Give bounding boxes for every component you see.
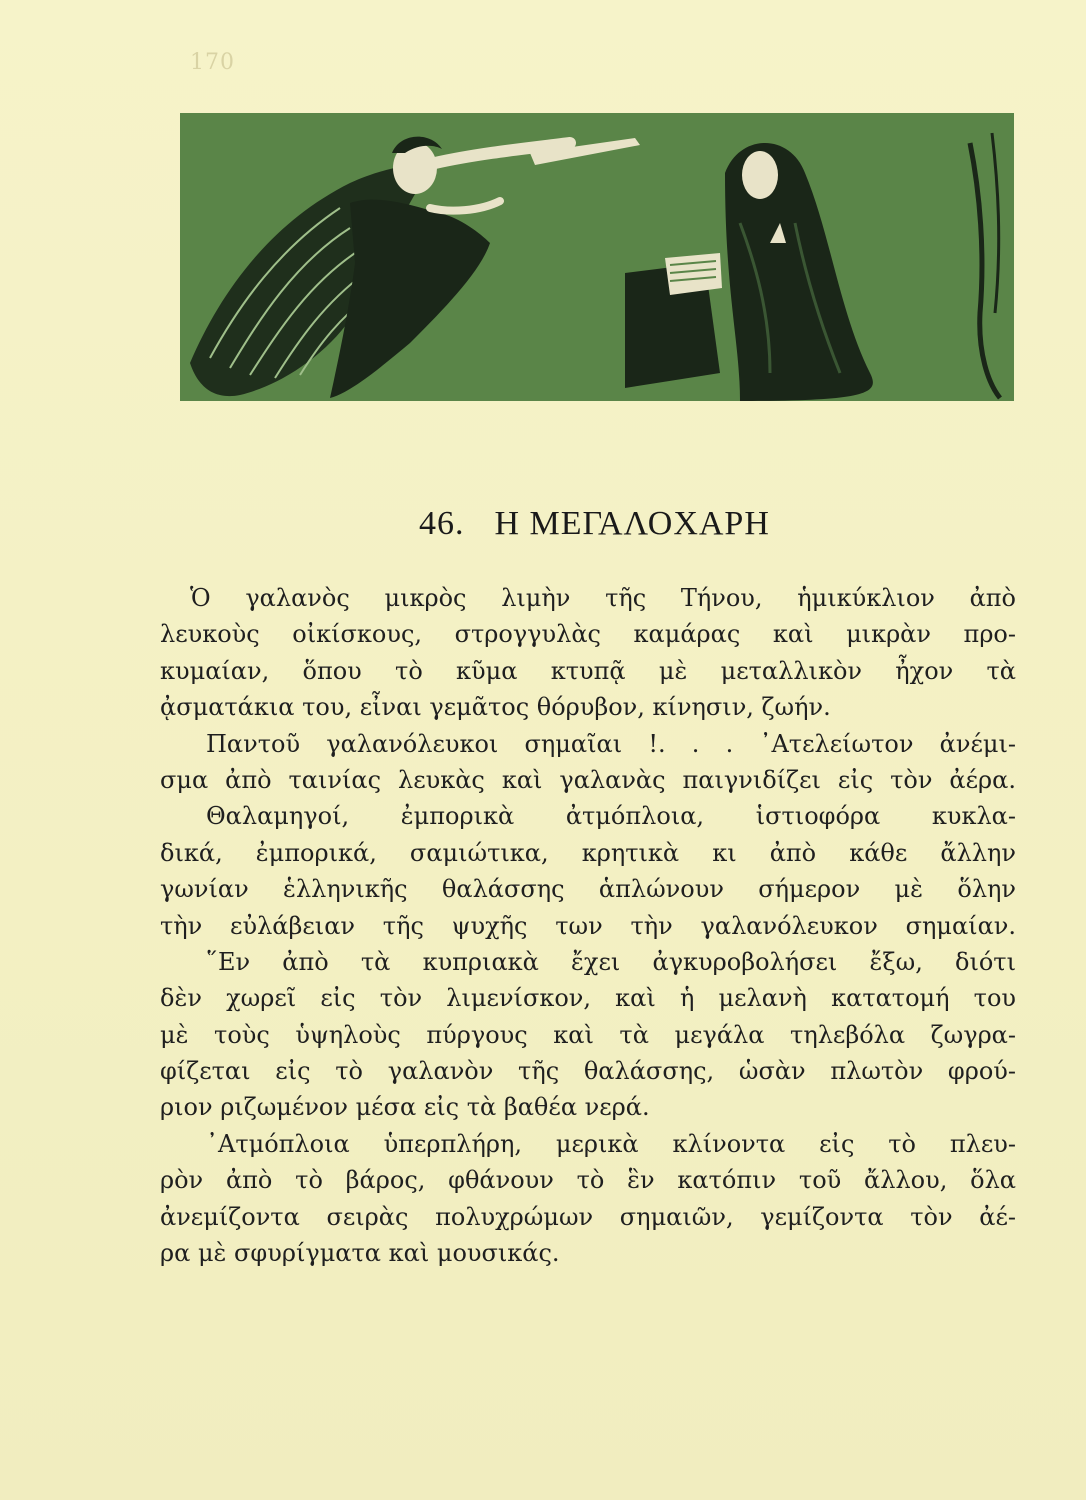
text-line: Ὁ γαλανὸς μικρὸς λιμὴν τῆς Τήνου, ἡμικύκλιον ἀπὸ xyxy=(190,584,1016,612)
text-line: δὲν χωρεῖ εἰς τὸν λιμενίσκον, καὶ ἡ μελανὴ κατατομή του xyxy=(160,984,1016,1013)
chapter-title xyxy=(419,505,770,543)
paragraph xyxy=(160,798,1030,944)
chapter-body xyxy=(160,580,1030,1271)
text-line: γωνίαν ἑλληνικῆς θαλάσσης ἁπλώνουν σήμερον μὲ ὅλην xyxy=(160,875,1016,904)
text-line: κυμαίαν, ὅπου τὸ κῦμα κτυπᾷ μὲ μεταλλικὸν ἦχον τὰ xyxy=(160,656,1016,685)
text-line: τὴν εὐλάβειαν τῆς ψυχῆς των τὴν γαλανόλευκον σημαίαν. xyxy=(160,911,1016,940)
paragraph xyxy=(160,580,1030,726)
page-number: 170 xyxy=(190,50,235,75)
text-line: ἀνεμίζοντα σειρὰς πολυχρώμων σημαιῶν, γεμίζοντα τὸν ἀέ- xyxy=(160,1202,1016,1231)
paragraph xyxy=(160,1126,1030,1272)
text-line: φίζεται εἰς τὸ γαλανὸν τῆς θαλάσσης, ὡσὰν πλωτὸν φρού- xyxy=(160,1057,1016,1086)
text-line: Παντοῦ γαλανόλευκοι σημαῖαι !. . . ᾿Ατελείωτον ἀνέμι- xyxy=(206,729,1016,758)
chapter-title-text: Η ΜΕΓΑΛΟΧΑΡΗ xyxy=(494,505,770,542)
annunciation-illustration xyxy=(180,113,1014,401)
lectern-shape xyxy=(625,253,722,388)
text-line: ῞Εν ἀπὸ τὰ κυπριακὰ ἔχει ἀγκυροβολήσει ἔξω, διότι xyxy=(206,947,1016,976)
text-line: Θαλαμηγοί, ἐμπορικὰ ἀτμόπλοια, ἱστιοφόρα κυκλα- xyxy=(206,802,1016,831)
chapter-number: 46. xyxy=(419,505,465,542)
paragraph xyxy=(160,726,1030,799)
text-line: ᾀσματάκια του, εἶναι γεμᾶτος θόρυβον, κίνησιν, ζωήν. xyxy=(160,693,831,722)
text-line: ρὸν ἀπὸ τὸ βάρος, φθάνουν τὸ ἓν κατόπιν τοῦ ἄλλου, ὅλα xyxy=(160,1166,1016,1195)
text-line: ρα μὲ σφυρίγματα καὶ μουσικάς. xyxy=(160,1239,560,1268)
text-line: ριον ριζωμένον μέσα εἰς τὰ βαθέα νερά. xyxy=(160,1093,650,1122)
paragraph xyxy=(160,944,1030,1126)
text-line: λευκοὺς οἰκίσκους, στρογγυλὰς καμάρας καὶ μικρὰν προ- xyxy=(160,620,1016,649)
illustration-drawing xyxy=(180,113,1014,401)
text-line: δικά, ἐμπορικά, σαμιώτικα, κρητικὰ κι ἀπὸ κάθε ἄλλην xyxy=(160,838,1016,867)
text-line: σμα ἀπὸ ταινίας λευκὰς καὶ γαλανὰς παιγνιδίζει εἰς τὸν ἀέρα. xyxy=(160,765,1016,794)
text-line: μὲ τοὺς ὑψηλοὺς πύργους καὶ τὰ μεγάλα τηλεβόλα ζωγρα- xyxy=(160,1020,1016,1049)
text-line: ᾿Ατμόπλοια ὑπερπλήρη, μερικὰ κλίνοντα εἰς τὸ πλευ- xyxy=(206,1129,1016,1158)
